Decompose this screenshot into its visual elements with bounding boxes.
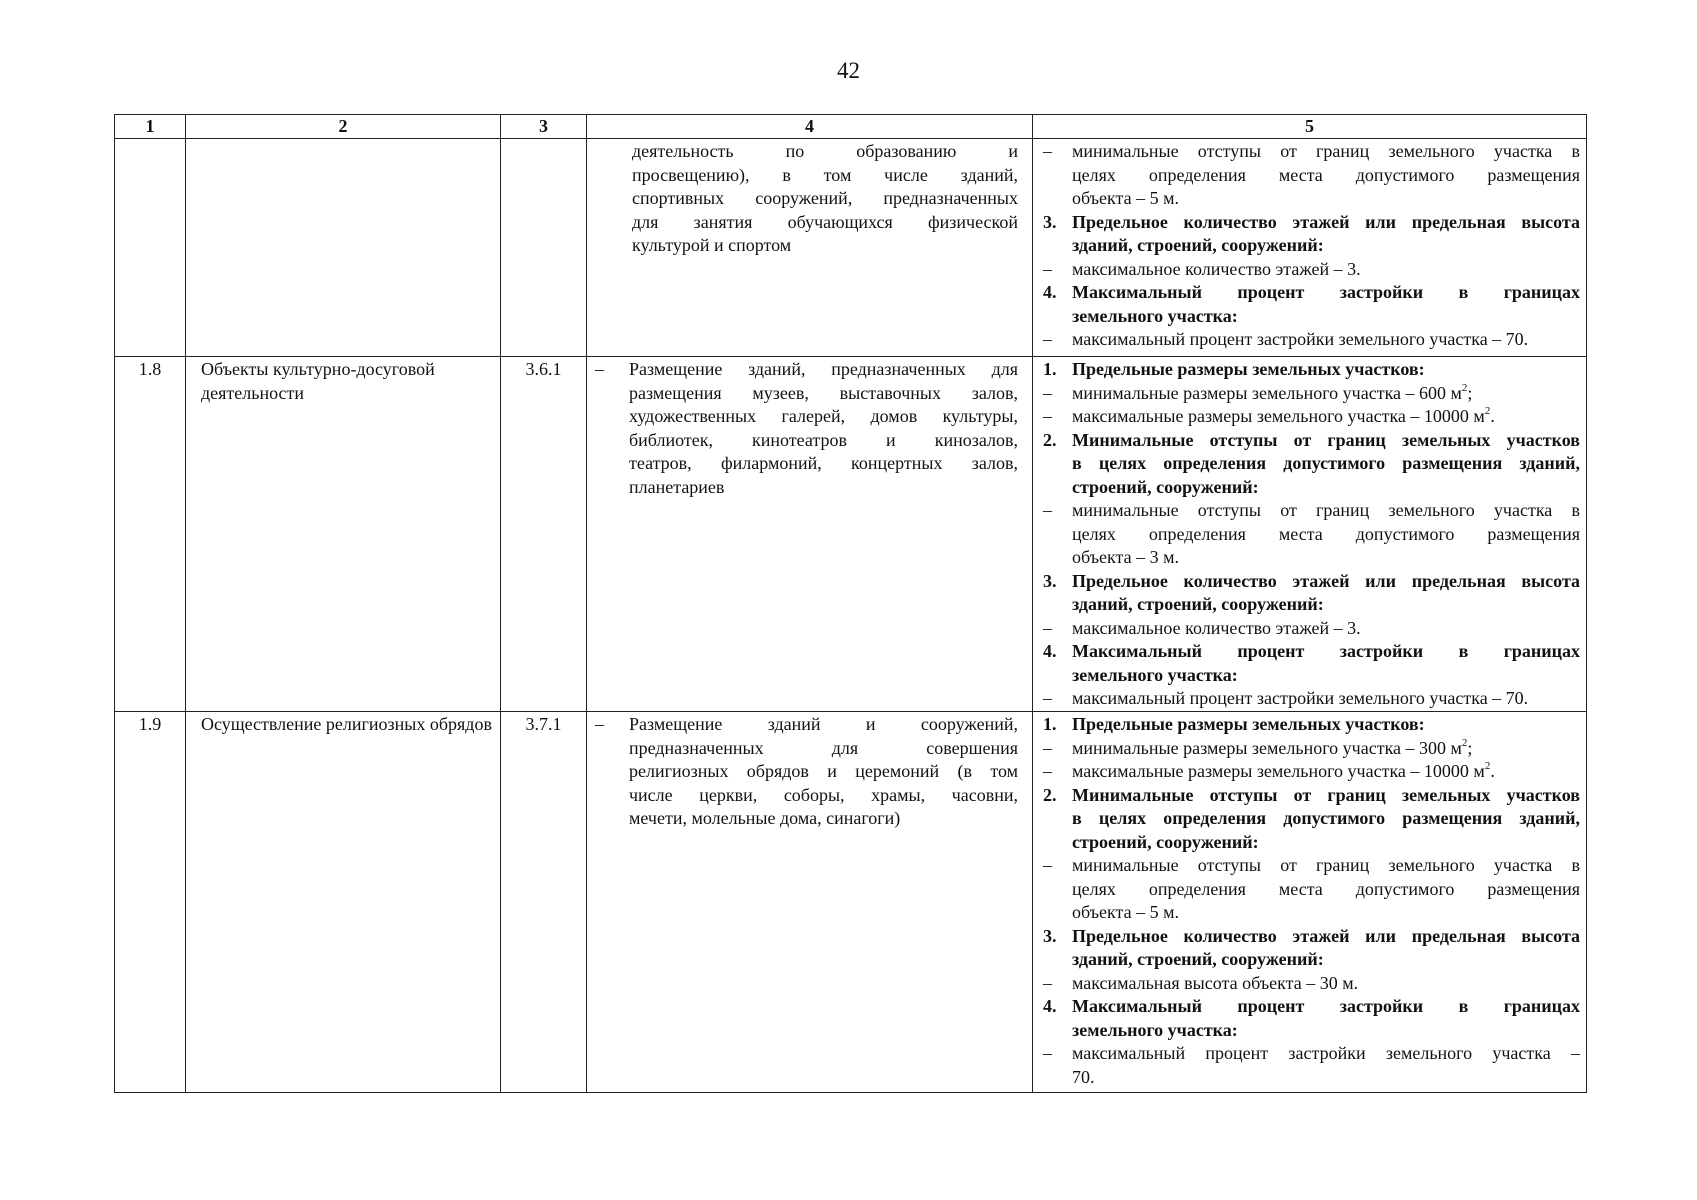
dash-marker: –: [595, 714, 604, 734]
item-text: [1072, 737, 1580, 761]
dash-marker: –: [1043, 1043, 1052, 1063]
text-line: земельного участка:: [1072, 664, 1238, 685]
description-text: [629, 713, 1018, 831]
parameter-item: [1043, 737, 1580, 761]
table-header-row: [115, 115, 1587, 139]
item-text: [1072, 358, 1580, 382]
parameters-list: [1043, 140, 1580, 352]
dash-marker: –: [595, 359, 604, 379]
dash-marker: –: [1043, 258, 1052, 279]
text-line: Размещение зданий, предназначенных для: [629, 359, 1018, 379]
item-text: [1072, 258, 1580, 282]
dash-marker: –: [1043, 617, 1052, 638]
cell-description: [587, 139, 1033, 357]
text-line: минимальные размеры земельного участка – 600 $м^2$;: [1072, 381, 1473, 403]
item-number: 4.: [1043, 996, 1057, 1016]
text-line: максимальная высота объекта – 30 м.: [1072, 972, 1359, 993]
column-header-3: 3: [501, 115, 587, 139]
item-text: [1072, 617, 1580, 641]
text-line: планетариев: [629, 476, 725, 497]
parameter-heading: [1043, 211, 1580, 258]
cell-description: [587, 712, 1033, 1093]
dash-marker: –: [1043, 688, 1052, 708]
column-header-5: 5: [1033, 115, 1587, 139]
text-line: Минимальные отступы от границ земельных участков: [1072, 429, 1580, 450]
parameter-heading: [1043, 281, 1580, 328]
item-number: 1.: [1043, 359, 1057, 379]
dash-marker: –: [1043, 737, 1052, 758]
item-text: [1072, 1042, 1580, 1089]
item-text: [1072, 925, 1580, 972]
item-text: [1072, 429, 1580, 500]
row-name: Осуществление религиозных обрядов: [186, 712, 501, 1093]
text-line: Предельное количество этажей или предельная высота: [1072, 570, 1580, 591]
parameter-heading: [1043, 925, 1580, 972]
cell-parameters: [1033, 357, 1587, 712]
text-line: максимальный процент застройки земельного участка –: [1072, 1043, 1580, 1063]
description-text: [595, 140, 1018, 258]
text-line: максимальные размеры земельного участка – 10000 $м^2$.: [1072, 405, 1495, 426]
item-text: [1072, 687, 1580, 711]
dash-marker: –: [1043, 406, 1052, 426]
text-line: Предельное количество этажей или предельная высота: [1072, 211, 1580, 232]
table-row: [115, 357, 1587, 712]
text-line: минимальные размеры земельного участка – 300 $м^2$;: [1072, 736, 1473, 758]
item-text: [1072, 382, 1580, 406]
text-line: целях определения места допустимого размещения: [1072, 164, 1580, 185]
item-text: [1072, 713, 1580, 737]
item-number: 4.: [1043, 282, 1057, 302]
parameter-heading: [1043, 358, 1580, 382]
cell-description: [587, 357, 1033, 712]
superscript: 2: [1461, 381, 1468, 394]
parameter-item: [1043, 972, 1580, 996]
dash-marker: –: [1043, 500, 1052, 520]
text-line: театров, филармоний, концертных залов,: [629, 453, 1018, 473]
text-line: Предельное количество этажей или предельная высота: [1072, 925, 1580, 946]
parameter-item: [1043, 405, 1580, 429]
text-line: минимальные отступы от границ земельного участка в: [1072, 855, 1580, 875]
item-text: [1072, 995, 1580, 1042]
text-line: деятельность по образованию и: [632, 141, 1018, 161]
item-number: 3.: [1043, 925, 1057, 946]
text-line: библиотек, кинотеатров и кинозалов,: [629, 429, 1018, 450]
parameter-item: [1043, 1042, 1580, 1089]
row-code: 3.6.1: [501, 357, 587, 712]
parameter-heading: [1043, 640, 1580, 687]
parameter-item: [1043, 258, 1580, 282]
text-line: целях определения места допустимого размещения: [1072, 523, 1580, 544]
item-text: [1072, 211, 1580, 258]
text-line: максимальное количество этажей – 3.: [1072, 258, 1361, 279]
text-line: мечети, молельные дома, синагоги): [629, 808, 901, 828]
text-line: зданий, строений, сооружений:: [1072, 594, 1324, 614]
regulations-table: [114, 114, 1587, 1093]
parameter-heading: [1043, 995, 1580, 1042]
item-number: 3.: [1043, 211, 1057, 232]
text-line: строений, сооружений:: [1072, 476, 1259, 497]
parameter-item: [1043, 854, 1580, 925]
parameter-heading: [1043, 784, 1580, 855]
text-line: культурой и спортом: [632, 235, 792, 255]
row-code: 3.7.1: [501, 712, 587, 1093]
item-text: [1072, 405, 1580, 429]
text-line: максимальный процент застройки земельного участка – 70.: [1072, 688, 1529, 708]
text-line: числе церкви, соборы, храмы, часовни,: [629, 784, 1018, 805]
page-number: 42: [837, 58, 860, 83]
dash-marker: –: [1043, 855, 1052, 875]
text-line: Максимальный процент застройки в границах: [1072, 282, 1580, 302]
text-line: для занятия обучающихся физической: [632, 211, 1018, 232]
parameters-list: [1043, 358, 1580, 711]
table-row: [115, 712, 1587, 1093]
superscript: 2: [1461, 736, 1468, 749]
text-line: в целях определения допустимого размещения зданий,: [1072, 808, 1580, 828]
item-text: [1072, 784, 1580, 855]
text-line: Минимальные отступы от границ земельных участков: [1072, 784, 1580, 805]
text-line: целях определения места допустимого размещения: [1072, 878, 1580, 899]
row-number: 1.9: [115, 712, 186, 1093]
item-text: [1072, 140, 1580, 211]
item-text: [1072, 328, 1580, 352]
parameter-item: [1043, 617, 1580, 641]
text-line: Максимальный процент застройки в границах: [1072, 641, 1580, 661]
item-number: 2.: [1043, 784, 1057, 805]
row-name: Объекты культурно-досуговой деятельности: [186, 357, 501, 712]
text-line: земельного участка:: [1072, 1019, 1238, 1040]
dash-marker: –: [1043, 761, 1052, 781]
item-text: [1072, 760, 1580, 784]
column-header-1: 1: [115, 115, 186, 139]
superscript: 2: [1484, 760, 1491, 772]
text-line: строений, сооружений:: [1072, 831, 1259, 852]
dash-marker: –: [1043, 141, 1052, 161]
text-line: объекта – 5 м.: [1072, 188, 1179, 208]
cell-parameters: [1033, 139, 1587, 357]
parameters-list: [1043, 713, 1580, 1089]
parameter-item: [1043, 382, 1580, 406]
text-line: предназначенных для совершения: [629, 737, 1018, 758]
text-line: религиозных обрядов и церемоний (в том: [629, 761, 1018, 781]
superscript: 2: [1484, 405, 1491, 417]
text-line: просвещению), в том числе зданий,: [632, 164, 1018, 185]
text-line: максимальные размеры земельного участка – 10000 $м^2$.: [1072, 760, 1495, 781]
text-line: Предельные размеры земельных участков:: [1072, 359, 1425, 379]
item-text: [1072, 281, 1580, 328]
parameter-item: [1043, 140, 1580, 211]
item-text: [1072, 640, 1580, 687]
text-line: спортивных сооружений, предназначенных: [632, 188, 1018, 208]
text-line: минимальные отступы от границ земельного участка в: [1072, 141, 1580, 161]
text-line: минимальные отступы от границ земельного участка в: [1072, 500, 1580, 520]
text-line: размещения музеев, выставочных залов,: [629, 382, 1018, 403]
column-header-4: 4: [587, 115, 1033, 139]
item-text: [1072, 854, 1580, 925]
dash-marker: –: [1043, 329, 1052, 349]
description-text: [629, 358, 1018, 499]
column-header-2: 2: [186, 115, 501, 139]
parameter-item: [1043, 760, 1580, 784]
row-number: 1.8: [115, 357, 186, 712]
item-number: 2.: [1043, 429, 1057, 450]
text-line: Размещение зданий и сооружений,: [629, 714, 1018, 734]
cell-parameters: [1033, 712, 1587, 1093]
item-number: 3.: [1043, 570, 1057, 591]
parameter-item: [1043, 687, 1580, 711]
parameter-item: [1043, 328, 1580, 352]
text-line: объекта – 3 м.: [1072, 547, 1179, 567]
text-line: в целях определения допустимого размещения зданий,: [1072, 453, 1580, 473]
text-line: 70.: [1072, 1066, 1095, 1087]
text-line: зданий, строений, сооружений:: [1072, 235, 1324, 255]
dash-marker: –: [1043, 382, 1052, 403]
dash-marker: –: [1043, 972, 1052, 993]
text-line: максимальное количество этажей – 3.: [1072, 617, 1361, 638]
item-text: [1072, 972, 1580, 996]
text-line: художественных галерей, домов культуры,: [629, 406, 1018, 426]
text-line: Максимальный процент застройки в границах: [1072, 996, 1580, 1016]
parameter-item: [1043, 499, 1580, 570]
item-text: [1072, 499, 1580, 570]
text-line: максимальный процент застройки земельного участка – 70.: [1072, 329, 1529, 349]
text-line: земельного участка:: [1072, 305, 1238, 326]
item-text: [1072, 570, 1580, 617]
parameter-heading: [1043, 570, 1580, 617]
text-line: объекта – 5 м.: [1072, 902, 1179, 922]
text-line: Предельные размеры земельных участков:: [1072, 714, 1425, 734]
item-number: 4.: [1043, 641, 1057, 661]
table-row-continuation: [115, 139, 1587, 357]
parameter-heading: [1043, 429, 1580, 500]
text-line: зданий, строений, сооружений:: [1072, 949, 1324, 969]
parameter-heading: [1043, 713, 1580, 737]
item-number: 1.: [1043, 714, 1057, 734]
